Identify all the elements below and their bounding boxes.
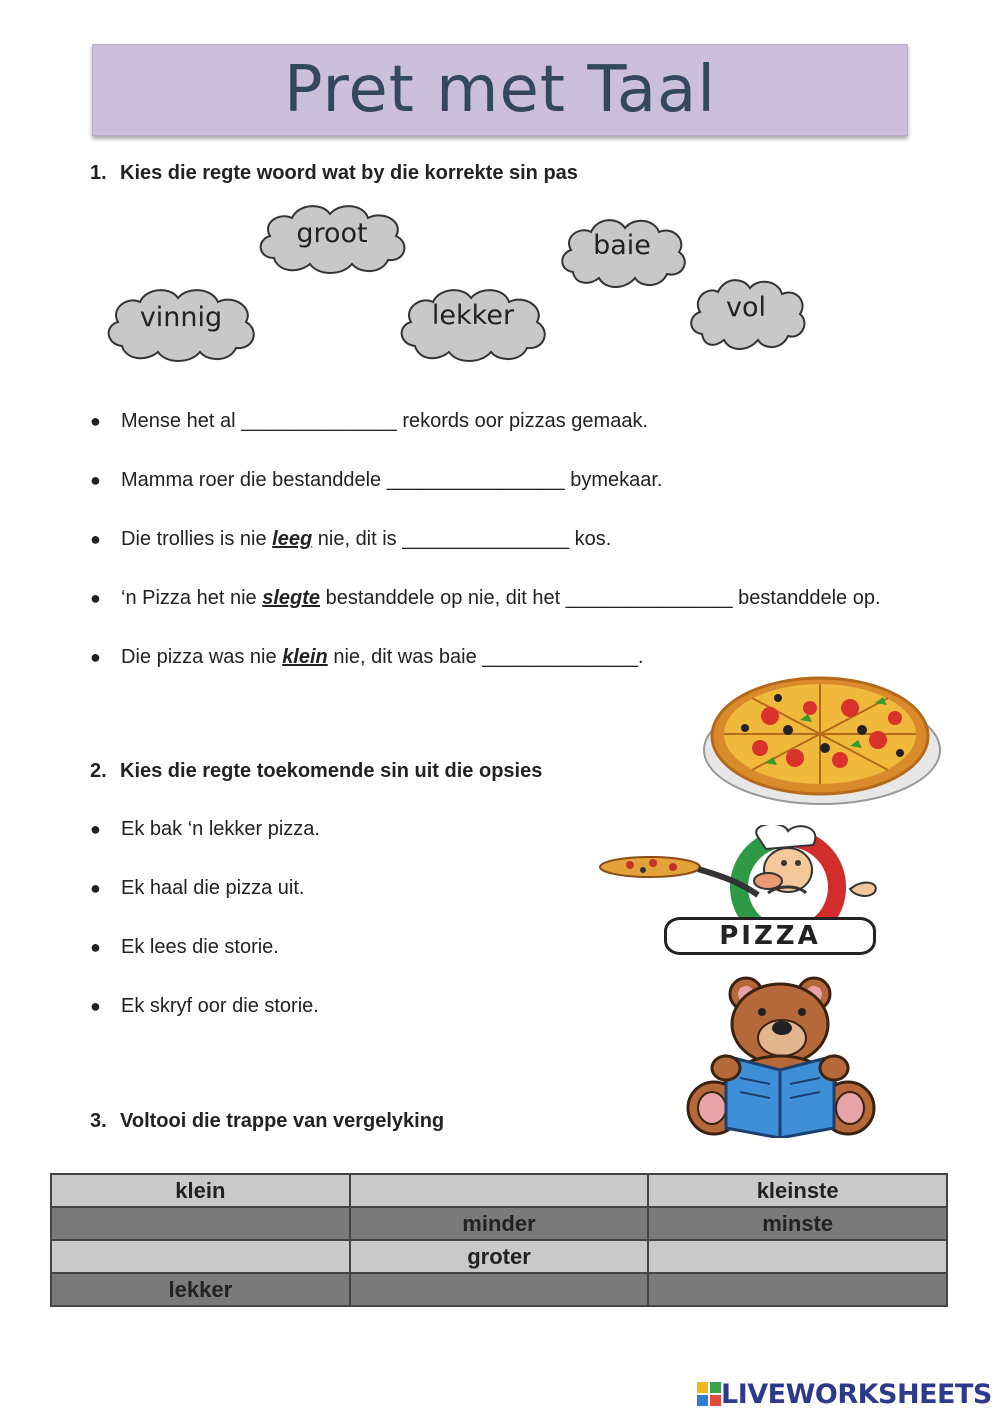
list-item[interactable]	[90, 877, 304, 900]
table-cell-input[interactable]	[648, 1240, 947, 1273]
bullet-icon: ●	[90, 470, 101, 490]
question-2-number: 2.	[90, 760, 107, 782]
question-3-number: 3.	[90, 1110, 107, 1132]
bullet-icon: ●	[90, 588, 101, 608]
sentence-text: nie, dit is _______________ kos.	[312, 528, 612, 550]
table-cell: klein	[51, 1174, 350, 1207]
bullet-icon: ●	[90, 878, 101, 898]
list-item[interactable]	[90, 818, 320, 841]
emphasized-word: slegte	[262, 587, 321, 609]
sentence-text: Ek lees die storie.	[121, 936, 279, 958]
bullet-icon: ●	[90, 819, 101, 839]
table-row	[51, 1273, 947, 1306]
emphasized-word: leeg	[272, 528, 313, 550]
title-banner	[92, 44, 908, 136]
pizza-sign: PIZZA	[664, 917, 876, 955]
sentence-text: Die pizza was nie	[121, 646, 283, 668]
table-cell: minder	[350, 1207, 649, 1240]
question-1-heading	[90, 162, 578, 185]
question-2-text: Kies die regte toekomende sin uit die opsies	[120, 760, 543, 782]
table-cell: lekker	[51, 1273, 350, 1306]
liveworksheets-watermark[interactable]	[697, 1374, 992, 1414]
table-row	[51, 1174, 947, 1207]
list-item	[90, 469, 662, 492]
question-3-text: Voltooi die trappe van vergelyking	[120, 1110, 445, 1132]
cloud-word-lekker[interactable]	[393, 282, 553, 364]
table-cell-input[interactable]	[350, 1174, 649, 1207]
table-cell-input[interactable]	[648, 1273, 947, 1306]
question-1-number: 1.	[90, 162, 107, 184]
bullet-icon: ●	[90, 411, 101, 431]
list-item	[90, 410, 648, 433]
table-row	[51, 1240, 947, 1273]
question-2-heading	[90, 760, 542, 783]
emphasized-word: klein	[282, 646, 328, 668]
cloud-word-label: baie	[593, 230, 651, 261]
sentence-text: bestanddele op nie, dit het _______________ bestanddele op.	[320, 587, 881, 609]
watermark-text: LIVEWORKSHEETS	[721, 1378, 992, 1410]
sentence-text: nie, dit was baie ______________.	[327, 646, 644, 668]
bullet-icon: ●	[90, 996, 101, 1016]
comparison-table	[50, 1173, 948, 1307]
list-item	[90, 528, 611, 551]
sentence-text: Mense het al ______________ rekords oor pizzas gemaak.	[121, 410, 649, 432]
table-row	[51, 1207, 947, 1240]
table-cell-input[interactable]	[51, 1240, 350, 1273]
table-cell: minste	[648, 1207, 947, 1240]
question-1-text: Kies die regte woord wat by die korrekte sin pas	[120, 162, 578, 184]
table-cell: kleinste	[648, 1174, 947, 1207]
question-3-heading	[90, 1110, 444, 1133]
bullet-icon: ●	[90, 529, 101, 549]
cloud-word-label: lekker	[431, 300, 515, 331]
cloud-word-baie[interactable]	[555, 212, 689, 292]
cloud-word-label: vol	[726, 292, 766, 323]
sentence-text: Mamma roer die bestanddele ________________ bymekaar.	[121, 469, 663, 491]
cloud-word-groot[interactable]	[252, 200, 412, 276]
cloud-word-label: groot	[296, 218, 368, 249]
sentence-text: Ek haal die pizza uit.	[121, 877, 305, 899]
list-item[interactable]	[90, 995, 319, 1018]
cloud-word-label: vinnig	[139, 302, 223, 333]
pizza-image	[700, 668, 945, 808]
list-item	[90, 587, 881, 610]
page-title: Pret met Taal	[283, 53, 717, 127]
pizza-chef-logo	[598, 825, 883, 953]
sentence-text: Ek bak ‘n lekker pizza.	[121, 818, 320, 840]
list-item	[90, 646, 644, 669]
sentence-text: ‘n Pizza het nie	[121, 587, 263, 609]
table-cell-input[interactable]	[51, 1207, 350, 1240]
teddy-bear-image	[684, 976, 876, 1138]
table-cell-input[interactable]	[350, 1273, 649, 1306]
liveworksheets-logo-icon	[697, 1382, 721, 1406]
sentence-text: Ek skryf oor die storie.	[121, 995, 319, 1017]
sentence-text: Die trollies is nie	[121, 528, 273, 550]
list-item[interactable]	[90, 936, 279, 959]
bullet-icon: ●	[90, 647, 101, 667]
table-cell: groter	[350, 1240, 649, 1273]
bullet-icon: ●	[90, 937, 101, 957]
cloud-word-vinnig[interactable]	[100, 282, 262, 364]
cloud-word-vol[interactable]	[684, 272, 808, 354]
